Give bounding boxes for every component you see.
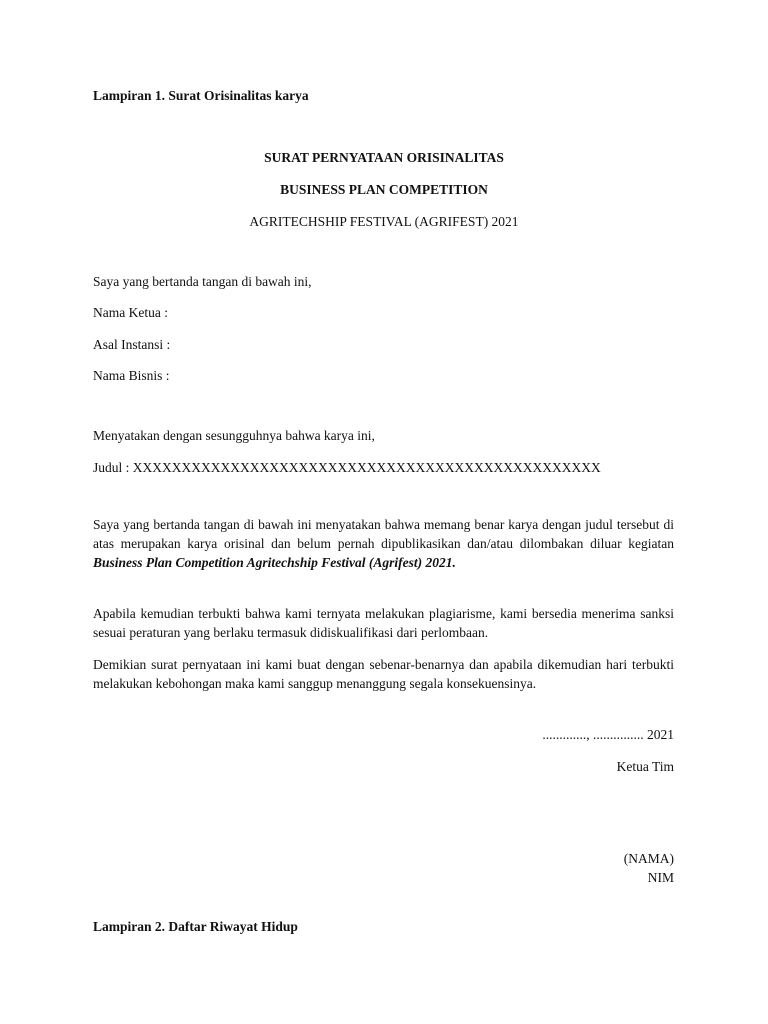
paragraph-originality [93,515,674,572]
title-line-2: BUSINESS PLAN COMPETITION [280,182,488,197]
field-nama-bisnis: Nama Bisnis : [93,368,170,383]
competition-name-emphasis: Business Plan Competition Agritechship Festival (Agrifest) 2021. [93,555,456,570]
signature-role: Ketua Tim [616,759,674,774]
field-nama-ketua: Nama Ketua : [93,305,168,320]
title-line-3: AGRITECHSHIP FESTIVAL (AGRIFEST) 2021 [249,214,519,229]
title-line-1: SURAT PERNYATAAN ORISINALITAS [264,150,504,165]
intro-text: Saya yang bertanda tangan di bawah ini, [93,274,312,289]
paragraph-plagiarism: Apabila kemudian terbukti bahwa kami ternyata melakukan plagiarisme, kami bersedia menerima sanksi sesuai peraturan yang berlaku termasuk didiskualifikasi dari perlombaan. [93,606,674,640]
field-asal-instansi: Asal Instansi : [93,337,171,352]
attachment-2-heading: Lampiran 2. Daftar Riwayat Hidup [93,919,298,934]
declaration-text: Menyatakan dengan sesungguhnya bahwa karya ini, [93,428,375,443]
paragraph-originality-text: Saya yang bertanda tangan di bawah ini menyatakan bahwa memang benar karya dengan judul tersebut di atas merupakan karya orisinal dan belum pernah dipublikasikan dan/atau dilombakan diluar kegiatan [93,517,674,551]
judul-line: Judul : XXXXXXXXXXXXXXXXXXXXXXXXXXXXXXXXXXXXXXXXXXXXXXXX [93,460,601,475]
signature-place-date: ............., ............... 2021 [542,727,674,742]
signature-nim: NIM [647,870,674,885]
attachment-1-heading: Lampiran 1. Surat Orisinalitas karya [93,88,309,103]
paragraph-closing: Demikian surat pernyataan ini kami buat dengan sebenar-benarnya dan apabila dikemudian hari terbukti melakukan kebohongan maka kami sanggup menanggung segala konsekuensinya. [93,657,674,691]
signature-name: (NAMA) [623,851,674,866]
